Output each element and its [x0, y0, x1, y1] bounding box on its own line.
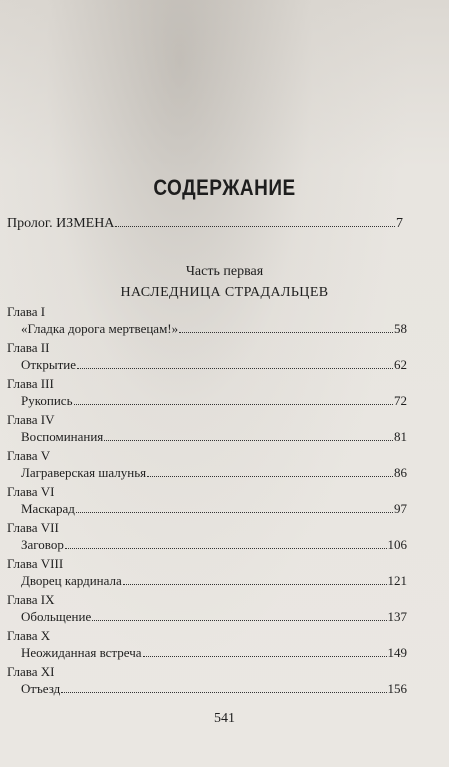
dot-leader: [104, 440, 393, 441]
chapter-entry: [7, 627, 407, 663]
dot-leader: [147, 476, 393, 477]
chapter-title: Лаграверская шалунья: [21, 465, 147, 480]
chapter-line: [21, 356, 407, 373]
prologue-entry: [7, 216, 403, 232]
chapter-line: [21, 644, 407, 661]
chapter-title: Заговор: [21, 537, 64, 552]
chapter-line: [21, 392, 407, 409]
chapter-entry: [7, 483, 407, 519]
chapter-page: 72: [394, 393, 407, 408]
chapter-label: Глава VII: [7, 520, 59, 535]
prologue-page: 7: [396, 216, 403, 231]
chapter-line: [21, 536, 407, 553]
contents-title: СОДЕРЖАНИЕ: [153, 176, 296, 201]
dot-leader: [74, 404, 394, 405]
chapter-entry: [7, 663, 407, 699]
chapter-page: 58: [394, 321, 407, 336]
chapter-label: Глава VI: [7, 484, 55, 499]
chapter-title: «Гладка дорога мертвецам!»: [21, 321, 179, 336]
chapter-page: 81: [394, 429, 407, 444]
chapter-entry: [7, 411, 407, 447]
chapter-label: Глава VIII: [7, 556, 64, 571]
chapter-page: 149: [387, 645, 407, 660]
chapter-line: [21, 572, 407, 589]
chapter-title: Отъезд: [21, 681, 61, 696]
chapter-line: [21, 500, 407, 517]
chapter-line: [21, 680, 407, 697]
dot-leader: [65, 548, 387, 549]
chapter-line: [21, 320, 407, 337]
chapter-page: 137: [387, 609, 407, 624]
chapter-title: Обольщение: [21, 609, 92, 624]
chapter-line: [21, 608, 407, 625]
chapter-line: [21, 428, 407, 445]
dot-leader: [123, 584, 387, 585]
chapter-entry: [7, 447, 407, 483]
chapter-label: Глава I: [7, 304, 46, 319]
chapter-entry: [7, 375, 407, 411]
dot-leader: [77, 368, 393, 369]
chapter-entry: [7, 339, 407, 375]
chapter-page: 62: [394, 357, 407, 372]
table-of-contents: [7, 303, 407, 699]
prologue-title: Пролог. ИЗМЕНА: [7, 216, 115, 231]
chapter-title: Неожиданная встреча: [21, 645, 142, 660]
dot-leader: [115, 226, 395, 227]
chapter-label: Глава III: [7, 376, 54, 391]
chapter-entry: [7, 519, 407, 555]
chapter-title: Дворец кардинала: [21, 573, 122, 588]
chapter-title: Рукопись: [21, 393, 73, 408]
chapter-entry: [7, 555, 407, 591]
chapter-label: Глава IX: [7, 592, 55, 607]
chapter-line: [21, 464, 407, 481]
chapter-page: 97: [394, 501, 407, 516]
dot-leader: [76, 512, 393, 513]
chapter-title: Открытие: [21, 357, 77, 372]
dot-leader: [61, 692, 386, 693]
chapter-page: 106: [387, 537, 407, 552]
part-label: Часть первая: [185, 264, 264, 279]
chapter-label: Глава IV: [7, 412, 55, 427]
chapter-entry: [7, 591, 407, 627]
chapter-page: 86: [394, 465, 407, 480]
chapter-title: Маскарад: [21, 501, 75, 516]
page-number: 541: [214, 711, 235, 726]
part-title: НАСЛЕДНИЦА СТРАДАЛЬЦЕВ: [120, 285, 329, 300]
chapter-label: Глава X: [7, 628, 51, 643]
chapter-page: 121: [387, 573, 407, 588]
chapter-title: Воспоминания: [21, 429, 104, 444]
chapter-label: Глава V: [7, 448, 51, 463]
chapter-page: 156: [387, 681, 407, 696]
dot-leader: [143, 656, 387, 657]
chapter-label: Глава II: [7, 340, 50, 355]
chapter-entry: [7, 303, 407, 339]
dot-leader: [92, 620, 386, 621]
dot-leader: [179, 332, 393, 333]
chapter-label: Глава XI: [7, 664, 55, 679]
